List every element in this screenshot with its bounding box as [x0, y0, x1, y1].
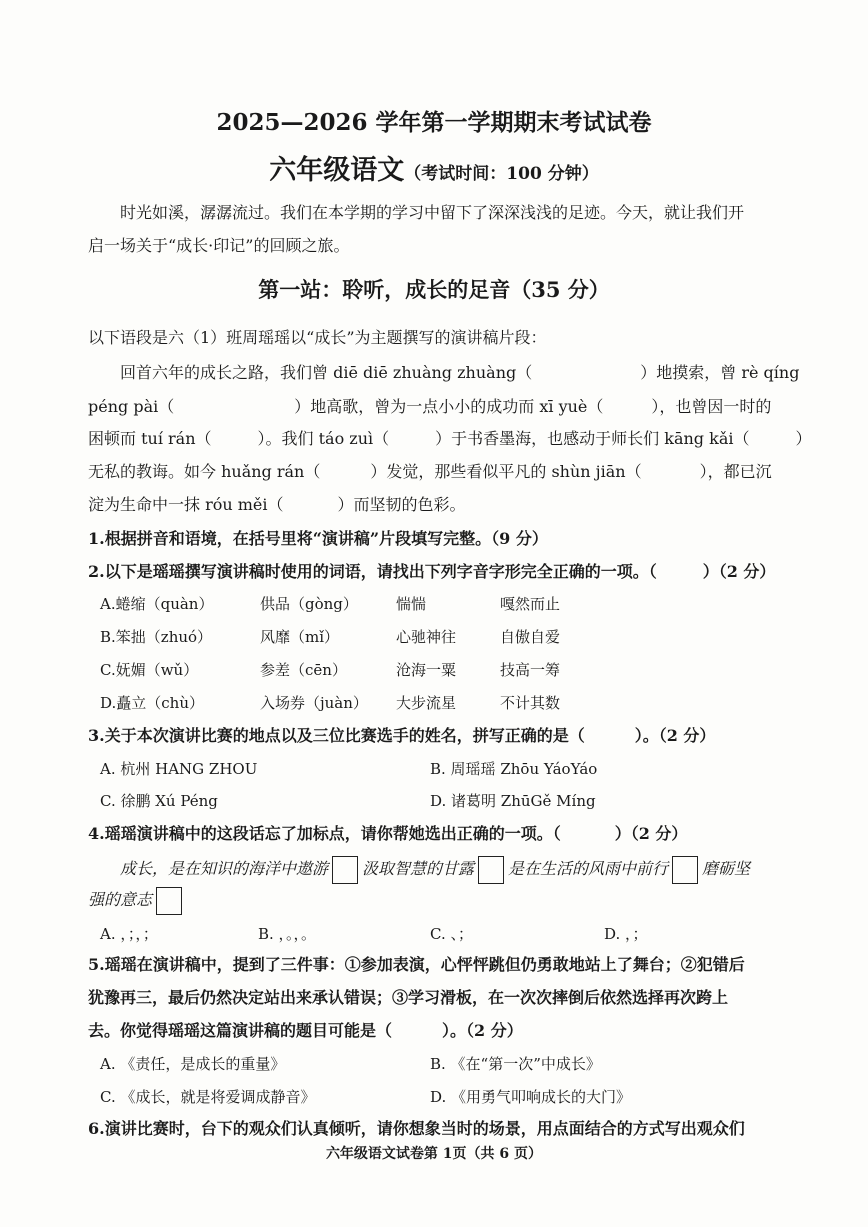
passage-text: ）地高歌，曾为一点小小的成功而 xī yuè（ — [294, 397, 604, 416]
q3-option-d: D. 诸葛明 ZhūGě Míng — [430, 792, 596, 810]
passage-text: 回首六年的成长之路，我们曾 diē diē zhuàng zhuàng（ — [120, 363, 533, 382]
q4-sentence: 强的意志 — [88, 890, 153, 909]
q2-option-b-1: B.笨拙（zhuó） — [100, 628, 213, 646]
q2-option-d-3: 大步流星 — [396, 694, 457, 712]
passage-text: 困顿而 tuí rán（ — [88, 429, 212, 448]
q2-option-a-2: 供品（gòng） — [260, 595, 358, 613]
question-score: ）（2 分） — [702, 562, 776, 581]
subject-title — [0, 148, 868, 187]
question-text: 去。你觉得瑶瑶这篇演讲稿的题目可能是（ — [88, 1021, 393, 1040]
passage-text: ） — [795, 429, 812, 448]
q5-option-a: A. 《责任，是成长的重量》 — [100, 1055, 286, 1073]
question-3 — [88, 725, 800, 747]
q3-option-a: A. 杭州 HANG ZHOU — [100, 760, 258, 778]
q4-sentence: 成长，是在知识的海洋中遨游 — [120, 859, 329, 878]
passage-text: ），都已沉 — [699, 462, 772, 481]
q4-option-b: B. ，。，。 — [258, 925, 317, 943]
question-6: 6.演讲比赛时，台下的观众们认真倾听，请你想象当时的场景，用点面结合的方式写出观众们 — [88, 1119, 745, 1138]
question-text: 4.瑶瑶演讲稿中的这段话忘了加标点，请你帮她选出正确的一项。（ — [88, 824, 561, 843]
question-2 — [88, 561, 800, 583]
passage-text: 淀为生命中一抹 róu měi（ — [88, 495, 284, 514]
q2-option-d-4: 不计其数 — [500, 694, 561, 712]
q2-option-c-3: 沧海一粟 — [396, 661, 457, 679]
question-5-line-1: 5.瑶瑶在演讲稿中，提到了三件事：①参加表演，心怦怦跳但仍勇敢地站上了舞台；②犯错后 — [88, 955, 745, 974]
q4-sentence-line-2 — [88, 885, 800, 915]
question-score: ）。（2 分） — [442, 1021, 523, 1040]
q3-option-c: C. 徐鹏 Xú Péng — [100, 792, 218, 810]
passage-line-3 — [88, 428, 812, 450]
passage-text: ）地摸索，曾 rè qíng — [640, 363, 800, 382]
q5-option-b: B. 《在“第一次”中成长》 — [430, 1055, 601, 1073]
passage-text: ）于书香墨海，也感动于师长们 kāng kǎi（ — [435, 429, 750, 448]
intro-line-2: 启一场关于“成长·印记”的回顾之旅。 — [88, 236, 350, 255]
passage-text: ）。我们 táo zuì（ — [257, 429, 390, 448]
subject-name: 六年级语文 — [269, 155, 405, 186]
punctuation-box[interactable] — [478, 856, 504, 884]
question-5-line-3 — [88, 1020, 800, 1042]
q2-option-b-3: 心驰神往 — [396, 628, 457, 646]
q5-option-c: C. 《成长，就是将爱调成静音》 — [100, 1088, 316, 1106]
question-score: ）。（2 分） — [634, 726, 716, 745]
q4-option-d: D. ，； — [604, 925, 648, 943]
q2-option-a-1: A.蜷缩（quàn） — [100, 595, 214, 613]
question-score: ）（2 分） — [614, 824, 688, 843]
exam-title: 2025—2026 学年第一学期期末考试试卷 — [216, 109, 652, 136]
q4-option-a: A. ，；，； — [100, 925, 158, 943]
q2-option-d-1: D.矗立（chù） — [100, 694, 204, 712]
page-footer: 六年级语文试卷第 1页（共 6 页） — [325, 1146, 543, 1162]
q2-option-a-3: 惴惴 — [396, 595, 427, 613]
punctuation-box[interactable] — [672, 856, 698, 884]
q2-option-c-1: C.妩媚（wǔ） — [100, 661, 199, 679]
passage-text: ）而坚韧的色彩。 — [337, 495, 466, 514]
q4-sentence: 磨砺坚 — [702, 859, 751, 878]
passage-lead: 以下语段是六（1）班周瑶瑶以“成长”为主题撰写的演讲稿片段： — [88, 328, 547, 347]
q2-option-c-2: 参差（cēn） — [260, 661, 347, 679]
q4-sentence: 是在生活的风雨中前行 — [508, 859, 669, 878]
passage-text: ），也曾因一时的 — [651, 397, 772, 416]
q5-option-d: D. 《用勇气叩响成长的大门》 — [430, 1088, 632, 1106]
punctuation-box[interactable] — [156, 887, 182, 915]
question-5-line-2: 犹豫再三，最后仍然决定站出来承认错误；③学习滑板，在一次次摔倒后依然选择再次跨上 — [88, 988, 729, 1007]
q2-option-b-4: 自傲自爱 — [500, 628, 561, 646]
q4-sentence: 汲取智慧的甘露 — [362, 859, 475, 878]
q2-option-a-4: 嘎然而止 — [500, 595, 561, 613]
question-1: 1.根据拼音和语境，在括号里将“演讲稿”片段填写完整。（9 分） — [88, 529, 548, 548]
section-title: 第一站：聆听，成长的足音（35 分） — [258, 277, 610, 302]
passage-text: péng pài（ — [88, 397, 175, 416]
passage-line-1 — [88, 362, 800, 384]
punctuation-box[interactable] — [332, 856, 358, 884]
passage-text: ）发觉，那些看似平凡的 shùn jiān（ — [370, 462, 642, 481]
question-text: 3.关于本次演讲比赛的地点以及三位比赛选手的姓名，拼写正确的是（ — [88, 726, 585, 745]
passage-line-2 — [88, 396, 800, 418]
passage-text: 无私的教诲。如今 huǎng rán（ — [88, 462, 321, 481]
q4-sentence-line-1 — [88, 854, 800, 884]
passage-line-4 — [88, 461, 800, 483]
question-4 — [88, 823, 800, 845]
q3-option-b: B. 周瑶瑶 Zhōu YáoYáo — [430, 760, 598, 778]
intro-line-1: 时光如溪，潺潺流过。我们在本学期的学习中留下了深深浅浅的足迹。今天，就让我们开 — [120, 203, 745, 222]
q2-option-d-2: 入场券（juàn） — [260, 694, 368, 712]
exam-time: （考试时间：100 分钟） — [404, 164, 599, 184]
q2-option-c-4: 技高一筹 — [500, 661, 561, 679]
question-text: 2.以下是瑶瑶撰写演讲稿时使用的词语，请找出下列字音字形完全正确的一项。（ — [88, 562, 657, 581]
passage-line-5 — [88, 494, 800, 516]
q4-option-c: C. 、； — [430, 925, 473, 943]
q2-option-b-2: 风靡（mǐ） — [260, 628, 340, 646]
